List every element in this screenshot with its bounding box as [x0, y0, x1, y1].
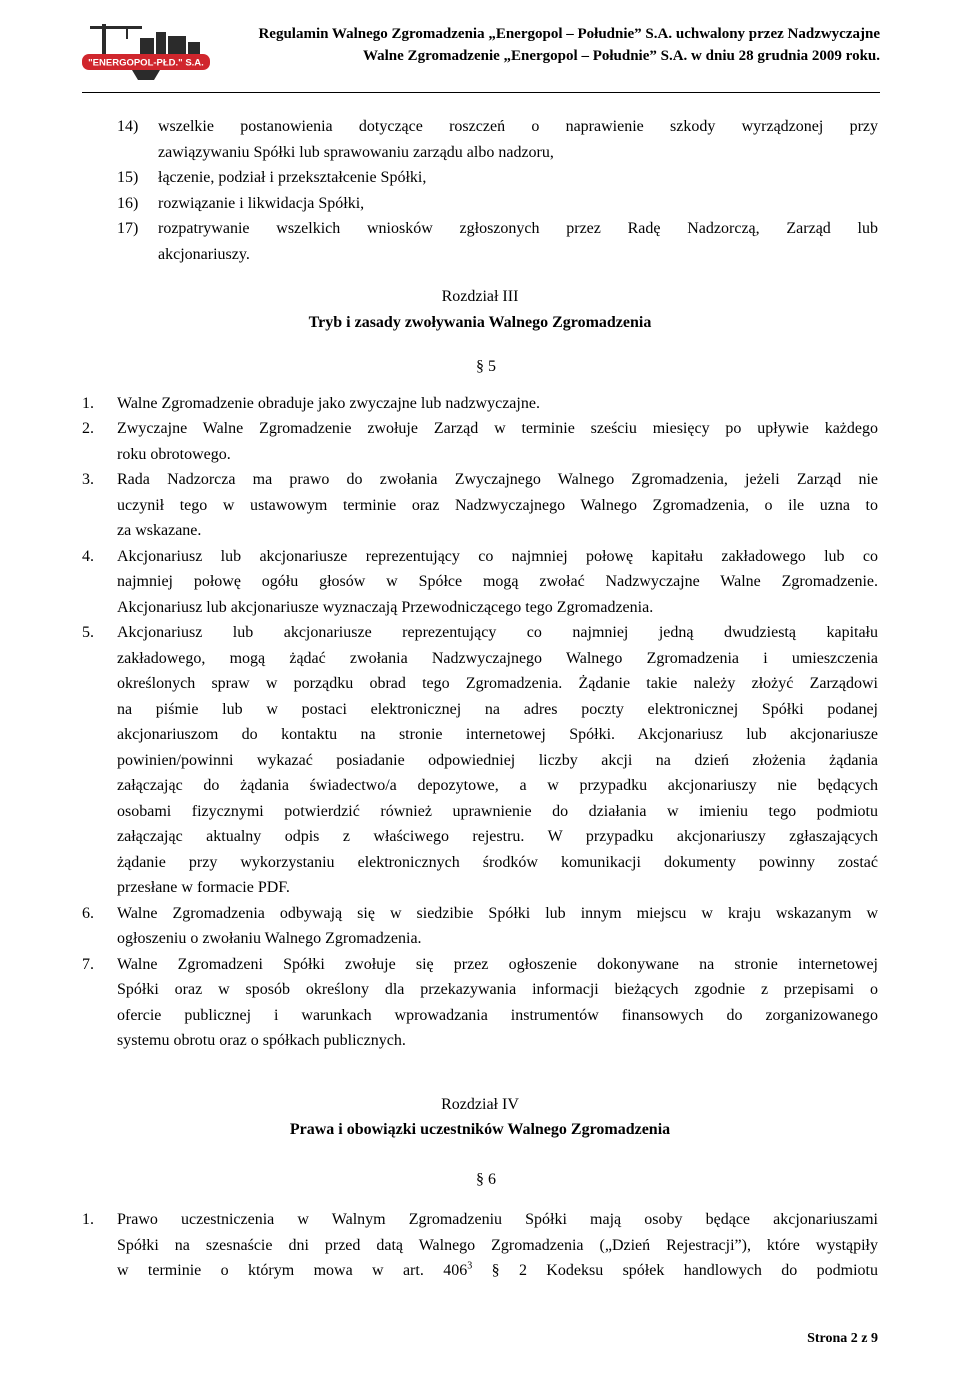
text-line: systemu obrotu oraz o spółkach publicznych.: [117, 1032, 406, 1049]
text-line: rozwiązanie i likwidacja Spółki,: [158, 194, 365, 212]
section-5-list: [82, 391, 878, 1054]
text-line: zakładowego, mogą żądać zwołania Nadzwyczajnego Walnego Zgromadzenia i umieszczenia: [117, 649, 878, 667]
list-item: [82, 391, 878, 417]
text-line: ofercie publicznej i warunkach wprowadzania instrumentów finansowych do zorganizowanego: [117, 1006, 878, 1024]
text-line: załączając do żądania świadectwo/a depozytowe, a w przypadku akcjonariuszy nie będących: [117, 777, 878, 794]
text-line: Spółki na szesnaście dni przed datą Walnego Zgromadzenia („Dzień Rejestracji”), które wystąpiły: [117, 1236, 878, 1254]
section-mark: § 5: [476, 358, 496, 375]
text-line: Walne Zgromadzenia odbywają się w siedzibie Spółki lub innym miejscu w kraju wskazanym w: [117, 904, 878, 922]
text-line: uczynił tego w ustawowym terminie oraz Nadzwyczajnego Walnego Zgromadzenia, o ile uzna to: [117, 496, 878, 514]
list-item-number: 7.: [82, 955, 94, 973]
superscript: 3: [467, 1260, 473, 1272]
text-line: Zwyczajne Walne Zgromadzenie zwołuje Zarząd w terminie sześciu miesięcy po upływie każdego: [117, 420, 878, 437]
page-number: Strona 2 z 9: [807, 1331, 878, 1346]
list-item: [82, 1207, 878, 1284]
text-line: akcjonariuszom do kontaktu na stronie internetowej Spółki. Akcjonariusz lub akcjonariusze: [117, 726, 878, 743]
list-item: [82, 216, 878, 267]
chapter-label: Rozdział IV: [441, 1095, 519, 1113]
chapter-label: Rozdział III: [441, 288, 519, 305]
text-line: zawiązywaniu Spółki lub sprawowaniu zarządu albo nadzoru,: [158, 143, 554, 161]
text-line: żądanie przy wykorzystaniu elektronicznych środków komunikacji dokumenty powinny zostać: [117, 853, 878, 871]
list-item-number: 15): [117, 169, 139, 186]
list-item-number: 17): [117, 220, 139, 237]
text-line: Akcjonariusz lub akcjonariusze wyznaczają Przewodniczącego tego Zgromadzenia.: [117, 598, 654, 616]
text-fragment: § 2 Kodeksu spółek handlowych do podmiotu: [472, 1262, 878, 1279]
text-line: Rada Nadzorcza ma prawo do zwołania Zwyczajnego Walnego Zgromadzenia, jeżeli Zarząd nie: [117, 471, 878, 488]
list-item-number: 2.: [82, 420, 94, 437]
chapter-title: Tryb i zasady zwoływania Walnego Zgromadzenia: [308, 313, 652, 331]
list-item: [82, 191, 878, 217]
text-line: wszelkie postanowienia dotyczące roszczeń o naprawienie szkody wyrządzonej przy: [158, 118, 878, 135]
text-fragment: w terminie o którym mowa w art. 406: [117, 1262, 468, 1279]
list-item: [82, 114, 878, 165]
header-title-line-1: Regulamin Walnego Zgromadzenia „Energopol – Południe” S.A. uchwalony przez Nadzwyczajne: [258, 26, 880, 42]
text-line: Spółki oraz w sposób określony dla przekazywania informacji bieżących zgodnie z przepisami o: [117, 981, 878, 998]
header-title-line-2: Walne Zgromadzenie „Energopol – Południe” S.A. w dniu 28 grudnia 2009 roku.: [362, 48, 880, 64]
header-divider: [82, 92, 880, 93]
text-line: osobami fizycznymi potwierdzić również uprawnienie do działania w imieniu tego podmiotu: [117, 802, 878, 820]
text-line: akcjonariuszy.: [158, 245, 250, 263]
chapter-heading: [82, 284, 878, 335]
text-line: Walne Zgromadzeni Spółki zwołuje się przez ogłoszenie dokonywane na stronie internetowej: [117, 955, 878, 973]
list-item: [82, 901, 878, 952]
text-line: określonych spraw w porządku obrad tego Zgromadzenia. Żądanie takie należy złożyć Zarządowi: [117, 675, 878, 692]
list-item-number: 14): [117, 118, 139, 135]
text-line: Akcjonariusz lub akcjonariusze reprezentujący co najmniej połowę kapitału zakładowego lub co: [117, 547, 878, 565]
text-line: Walne Zgromadzenie obraduje jako zwyczajne lub nadzwyczajne.: [117, 394, 540, 412]
list-item: [82, 620, 878, 901]
text-line: na piśmie lub w postaci elektronicznej na adres poczty elektronicznej Spółki podanej: [117, 700, 878, 718]
text-line: ogłoszeniu o zwołaniu Walnego Zgromadzenia.: [117, 930, 422, 947]
list-item: [82, 416, 878, 467]
text-line: przesłane w formacie PDF.: [117, 879, 290, 896]
section-6-list: [82, 1207, 878, 1284]
header-title: [220, 23, 880, 67]
list-item-number: 6.: [82, 904, 94, 922]
list-continuation: [82, 114, 878, 267]
list-item-number: 1.: [82, 394, 94, 412]
document-body: [82, 114, 878, 1284]
page-header: [82, 14, 880, 88]
section-mark: § 6: [476, 1170, 496, 1188]
text-line: [117, 1258, 878, 1284]
list-item-number: 3.: [82, 471, 94, 488]
list-item-number: 1.: [82, 1211, 94, 1228]
company-logo: [82, 20, 210, 82]
list-item: [82, 467, 878, 544]
text-line: za wskazane.: [117, 522, 202, 539]
text-line: Akcjonariusz lub akcjonariusze reprezentujący co najmniej jedną dwudziestą kapitału: [117, 624, 878, 641]
text-line: powinien/powinni wykazać posiadanie odpowiedniej liczby akcji na dzień złożenia żądania: [117, 751, 878, 769]
list-item: [82, 952, 878, 1054]
list-item: [82, 544, 878, 621]
text-line: łączenie, podział i przekształcenie Spółki,: [158, 169, 427, 186]
list-item-number: 5.: [82, 624, 94, 641]
list-item: [82, 165, 878, 191]
logo-text: "ENERGOPOL-PŁD." S.A.: [88, 57, 204, 69]
text-line: roku obrotowego.: [117, 445, 231, 463]
text-line: rozpatrywanie wszelkich wniosków zgłoszonych przez Radę Nadzorczą, Zarząd lub: [158, 220, 878, 237]
list-item-number: 4.: [82, 547, 94, 565]
text-line: załączając aktualny odpis z właściwego rejestru. W przypadku akcjonariuszy zgłaszających: [117, 828, 878, 845]
list-item-number: 16): [117, 194, 139, 212]
text-line: najmniej połowę ogółu głosów w Spółce mogą zwołać Nadzwyczajne Walne Zgromadzenie.: [117, 573, 878, 590]
chapter-heading: [82, 1092, 878, 1143]
text-line: Prawo uczestniczenia w Walnym Zgromadzeniu Spółki mają osoby będące akcjonariuszami: [117, 1211, 878, 1228]
chapter-title: Prawa i obowiązki uczestników Walnego Zgromadzenia: [289, 1121, 671, 1138]
